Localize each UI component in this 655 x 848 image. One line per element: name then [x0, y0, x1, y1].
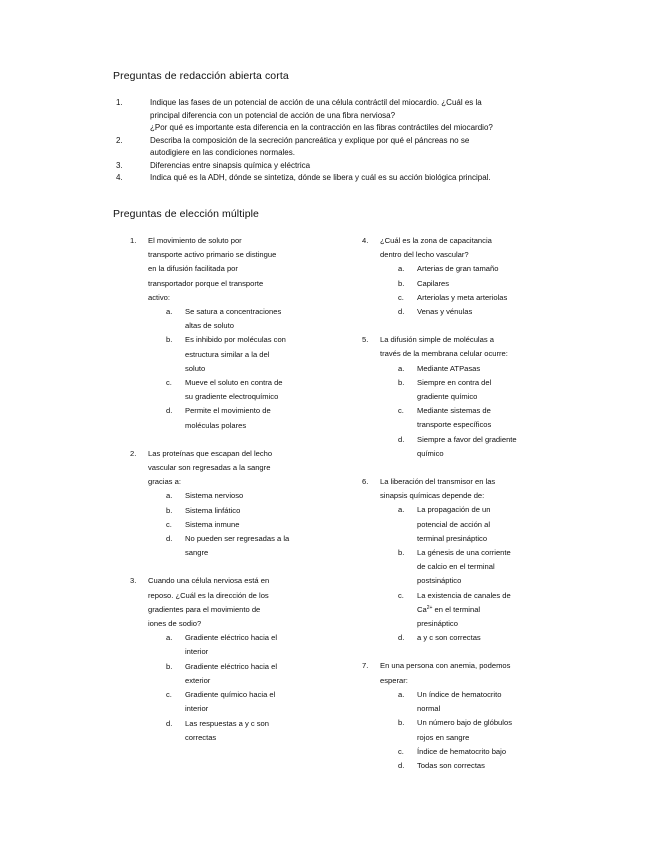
question-number: 7.	[362, 661, 369, 671]
option-text	[185, 305, 281, 333]
question-body	[380, 659, 547, 773]
option-line: Capilares	[417, 278, 450, 288]
options-list	[148, 305, 310, 433]
option	[148, 631, 310, 659]
option-text	[417, 277, 449, 291]
question-line: Indica qué es la ADH, dónde se sintetiza, dónde se libera y cuál es su acción biológica principal.	[150, 173, 491, 182]
option	[380, 688, 547, 716]
option-letter: c.	[166, 690, 172, 700]
option-line: Mueve el soluto en contra de	[185, 378, 283, 388]
option-text	[417, 589, 511, 632]
mc-question	[362, 234, 547, 319]
option-line: Gradiente químico hacia el	[185, 690, 276, 700]
option-text	[185, 518, 239, 532]
option-letter: b.	[398, 377, 405, 387]
question-number: 3.	[130, 576, 137, 586]
option-line: Gradiente eléctrico hacia el	[185, 633, 278, 643]
option-line: normal	[417, 704, 441, 714]
option	[380, 546, 547, 589]
mc-question	[362, 333, 547, 461]
option	[380, 305, 547, 319]
option-line: Arterias de gran tamaño	[417, 264, 499, 274]
option-letter: b.	[398, 548, 405, 558]
option-line: correctas	[185, 732, 217, 742]
question-stem	[380, 333, 547, 361]
mc-question	[130, 234, 310, 433]
option-line: Mediante ATPasas	[417, 363, 481, 373]
option-line: terminal presináptico	[417, 533, 488, 543]
mc-question	[362, 659, 547, 773]
question-stem	[148, 234, 310, 305]
question-body	[380, 333, 547, 461]
option	[380, 759, 547, 773]
option-line: Arteriolas y meta arteriolas	[417, 292, 508, 302]
option	[380, 404, 547, 432]
option	[380, 745, 547, 759]
stem-line: reposo. ¿Cuál es la dirección de los	[148, 590, 269, 600]
option-text	[417, 404, 491, 432]
option	[148, 404, 310, 432]
option-line: de calcio en el terminal	[417, 562, 495, 572]
stem-line: activo:	[148, 292, 170, 302]
question-number: 4.	[362, 236, 369, 245]
option-line: Sistema inmune	[185, 519, 240, 529]
option-letter: a.	[166, 307, 173, 317]
option-letter: c.	[166, 519, 172, 529]
option	[148, 376, 310, 404]
option-text	[417, 716, 512, 744]
question-body	[380, 234, 547, 319]
option-line: La existencia de canales de	[417, 590, 511, 600]
question-text	[150, 135, 548, 160]
open-question	[116, 135, 548, 160]
option-letter: d.	[398, 760, 405, 770]
question-body	[148, 234, 310, 433]
question-number: 3.	[116, 160, 123, 170]
option-letter: b.	[398, 278, 405, 288]
option-line: moléculas polares	[185, 420, 247, 430]
question-text	[150, 97, 548, 135]
options-list	[380, 362, 547, 461]
open-question	[116, 97, 548, 135]
option-letter: c.	[166, 378, 172, 388]
option-letter: c.	[398, 292, 404, 302]
option-letter: a.	[398, 689, 405, 699]
question-stem	[380, 475, 547, 503]
option-line: Índice de hematocrito bajo	[417, 746, 507, 756]
option	[148, 518, 310, 532]
stem-line: gradientes para el movimiento de	[148, 604, 261, 614]
section-title-multiple-choice: Preguntas de elección múltiple	[113, 208, 260, 220]
option-text	[417, 262, 498, 276]
option-line: presináptico	[417, 619, 458, 629]
option-text	[417, 688, 501, 716]
stem-line: ¿Cuál es la zona de capacitancia	[380, 236, 492, 245]
option-line: exterior	[185, 675, 211, 685]
option	[380, 262, 547, 276]
option-line: La propagación de un	[417, 505, 491, 515]
option-line: Siempre a favor del gradiente	[417, 434, 517, 444]
option	[148, 504, 310, 518]
options-list	[380, 503, 547, 645]
question-line: Describa la composición de la secreción pancreática y explique por qué el páncreas no se	[150, 135, 470, 145]
options-list	[380, 262, 547, 319]
option	[380, 362, 547, 376]
option-text	[185, 489, 243, 503]
stem-line: través de la membrana celular ocurre:	[380, 349, 508, 359]
stem-line: sinapsis químicas depende de:	[380, 491, 485, 501]
mc-question	[130, 574, 310, 744]
option-letter: a.	[166, 633, 173, 643]
options-list	[148, 631, 310, 745]
option-text	[185, 504, 240, 518]
option-line: Sistema nervioso	[185, 491, 244, 501]
option-line: Gradiente eléctrico hacia el	[185, 661, 278, 671]
option	[148, 305, 310, 333]
option-letter: a.	[166, 491, 173, 501]
option-text	[417, 305, 472, 319]
options-list	[380, 688, 547, 773]
option-line: Es inhibido por moléculas con	[185, 335, 286, 345]
options-list	[148, 489, 310, 560]
option-line: estructura similar a la del	[185, 349, 270, 359]
option-line: transporte específicos	[417, 420, 492, 430]
option	[380, 716, 547, 744]
question-stem	[380, 659, 547, 687]
mc-question	[362, 475, 547, 645]
option-text	[185, 660, 277, 688]
option-line: rojos en sangre	[417, 732, 470, 742]
question-number: 2.	[116, 135, 123, 145]
option-line: postsináptico	[417, 576, 462, 586]
option	[380, 433, 547, 461]
stem-line: En una persona con anemia, podemos	[380, 661, 511, 671]
mc-column-left	[130, 234, 310, 759]
option-line: Un número bajo de glóbulos	[417, 718, 512, 728]
question-text	[150, 172, 548, 185]
option-line: Un índice de hematocrito	[417, 689, 502, 699]
open-question	[116, 172, 548, 185]
option-line: No pueden ser regresadas a la	[185, 534, 290, 544]
question-number: 2.	[130, 448, 137, 458]
mc-question	[130, 447, 310, 561]
option-text	[417, 362, 480, 376]
stem-line: Las proteínas que escapan del lecho	[148, 448, 273, 458]
option-line: Todas son correctas	[417, 760, 485, 770]
question-number: 6.	[362, 477, 369, 487]
option-text	[185, 532, 289, 560]
option-letter: b.	[166, 505, 173, 515]
option-text	[417, 291, 507, 305]
option-line: interior	[185, 647, 209, 657]
stem-line: El movimiento de soluto por	[148, 236, 242, 245]
option-letter: a.	[398, 264, 405, 274]
option-letter: a.	[398, 363, 405, 373]
option-line: Las respuestas a y c son	[185, 718, 269, 728]
option-line: Mediante sistemas de	[417, 406, 491, 416]
option-line: Venas y vénulas	[417, 307, 473, 317]
option	[380, 503, 547, 546]
option-line: sangre	[185, 548, 209, 558]
question-line: autodigiere en las condiciones normales.	[150, 148, 295, 157]
section-title-open: Preguntas de redacción abierta corta	[113, 70, 289, 82]
option-line: a y c son correctas	[417, 633, 481, 643]
option-text	[417, 745, 506, 759]
question-stem	[148, 574, 310, 631]
option	[148, 489, 310, 503]
option-line: $Ca^{2+}$ en el terminal	[417, 604, 481, 614]
option-text	[185, 631, 277, 659]
option-letter: d.	[166, 406, 173, 416]
question-stem	[380, 234, 547, 262]
option-letter: b.	[398, 718, 405, 728]
option-text	[185, 717, 269, 745]
mc-column-right	[362, 234, 547, 787]
stem-line: transportador porque el transporte	[148, 278, 264, 288]
question-stem	[148, 447, 310, 490]
option-text	[417, 631, 481, 645]
option-letter: d.	[166, 534, 173, 544]
question-body	[148, 447, 310, 561]
option-text	[185, 404, 271, 432]
option-line: La génesis de una corriente	[417, 548, 511, 558]
option-line: altas de soluto	[185, 321, 234, 331]
option-letter: b.	[166, 335, 173, 345]
option	[148, 532, 310, 560]
question-line: Diferencias entre sinapsis química y eléctrica	[150, 160, 311, 170]
option-letter: a.	[398, 505, 405, 515]
option-line: Siempre en contra del	[417, 377, 492, 387]
option-text	[417, 433, 517, 461]
stem-line: La liberación del transmisor en las	[380, 477, 496, 487]
stem-line: transporte activo primario se distingue	[148, 250, 277, 260]
option-letter: b.	[166, 661, 173, 671]
option	[148, 660, 310, 688]
option	[380, 589, 547, 632]
option-line: interior	[185, 704, 209, 714]
option-text	[417, 503, 490, 546]
option-letter: d.	[398, 434, 405, 444]
option-letter: d.	[398, 633, 405, 643]
question-body	[148, 574, 310, 744]
option	[148, 333, 310, 376]
question-line: principal diferencia con un potencial de acción de una fibra nerviosa?	[150, 110, 396, 120]
option-line: Permite el movimiento de	[185, 406, 271, 416]
option	[380, 291, 547, 305]
option	[380, 631, 547, 645]
question-line: Indique las fases de un potencial de acción de una célula contráctil del miocardio. ¿Cuál es la	[150, 98, 482, 107]
option-text	[185, 376, 283, 404]
stem-line: en la difusión facilitada por	[148, 264, 238, 274]
option-letter: d.	[166, 718, 173, 728]
option-text	[185, 333, 286, 376]
option-line: soluto	[185, 363, 206, 373]
stem-line: vascular son regresadas a la sangre	[148, 463, 271, 473]
option-text	[417, 546, 511, 589]
stem-line: esperar:	[380, 675, 408, 685]
question-number: 5.	[362, 335, 369, 345]
option-line: químico	[417, 448, 444, 458]
question-line: ¿Por qué es importante esta diferencia en la contracción en las fibras contráctiles del miocardio?	[150, 123, 493, 132]
open-questions-list	[116, 97, 548, 185]
option-line: su gradiente electroquímico	[185, 392, 279, 402]
option-letter: c.	[398, 406, 404, 416]
stem-line: Cuando una célula nerviosa está en	[148, 576, 270, 586]
option-line: potencial de acción al	[417, 519, 491, 529]
option-letter: c.	[398, 590, 404, 600]
option-line: Se satura a concentraciones	[185, 307, 282, 317]
option-line: gradiente químico	[417, 392, 478, 402]
option-letter: c.	[398, 746, 404, 756]
option-line: Sistema linfático	[185, 505, 241, 515]
option-text	[417, 376, 491, 404]
option	[148, 688, 310, 716]
question-body	[380, 475, 547, 645]
stem-line: dentro del lecho vascular?	[380, 250, 469, 260]
question-number: 4.	[116, 173, 123, 182]
stem-line: iones de sodio?	[148, 619, 202, 629]
stem-line: gracias a:	[148, 477, 181, 487]
question-number: 1.	[130, 236, 137, 245]
option	[380, 376, 547, 404]
stem-line: La difusión simple de moléculas a	[380, 335, 494, 345]
option-text	[185, 688, 275, 716]
question-text	[150, 160, 548, 173]
open-question	[116, 160, 548, 173]
option-text	[417, 759, 485, 773]
option	[380, 277, 547, 291]
option	[148, 717, 310, 745]
option-letter: d.	[398, 307, 405, 317]
question-number: 1.	[116, 98, 123, 107]
